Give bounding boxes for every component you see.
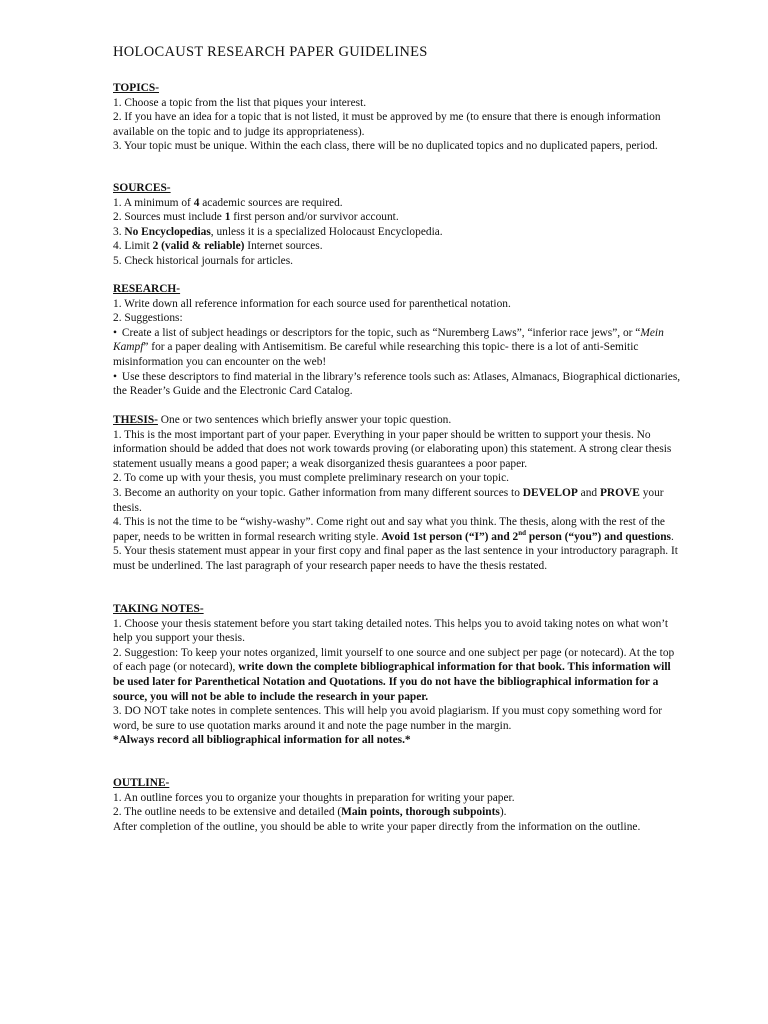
research-bullet-1	[113, 326, 683, 370]
outline-item-2-bold: Main points, thorough subpoints	[341, 806, 500, 819]
outline-item-2	[113, 805, 683, 820]
research-item-1: 1. Write down all reference information for each source used for parenthetical notation.	[113, 297, 511, 310]
thesis-item-3-prove: PROVE	[599, 486, 640, 499]
bullet-icon: •	[113, 326, 117, 339]
thesis-item-4-bold: Avoid 1st person (“I”) and 2	[381, 530, 519, 543]
notes-item-3: 3. DO NOT take notes in complete sentences. This will help you avoid plagiarism. If you must copy something word for word, be sure to use quotation marks around it and note the page number in the margin.	[113, 705, 663, 732]
notes-item-1: 1. Choose your thesis statement before you start taking detailed notes. This helps you to avoid taking notes on what won’t help you support your thesis.	[113, 617, 669, 645]
outline-item-1: 1. An outline forces you to organize your thoughts in preparation for writing your paper.	[113, 791, 515, 804]
sources-item-2-rest: first person and/or survivor account.	[230, 211, 399, 224]
outline-closing: After completion of the outline, you should be able to write your paper directly from the information on the outline.	[113, 820, 641, 833]
sources-item-2-text: 2. Sources must include	[113, 211, 225, 224]
thesis-item-4-bold-2: person (“you”) and questions	[526, 530, 671, 543]
notes-item-2-bold: write down the complete bibliographical information for that book. This information will be used later for Parenthetical Notation and Quotations. If you do not have the bibliographical information for a source, you will not be able to include the research in your paper.	[113, 661, 671, 703]
sources-item-4-text: 4. Limit	[113, 240, 153, 253]
thesis-item-3-and: and	[577, 486, 600, 499]
sources-section	[113, 181, 683, 269]
sources-item-2-bold: 1	[224, 211, 231, 224]
document-title: HOLOCAUST RESEARCH PAPER GUIDELINES	[113, 44, 428, 60]
research-bullet-2-text: Use these descriptors to find material in the library’s reference tools such as: Atlases, Almanacs, Biographical dictionaries, the Reader’s Guide and the Electronic Card Catalog.	[113, 370, 681, 398]
outline-item-2-text: 2. The outline needs to be extensive and detailed (	[113, 806, 342, 819]
thesis-item-3-rest: your thesis.	[113, 486, 664, 514]
thesis-lead: One or two sentences which briefly answer your topic question.	[157, 414, 452, 426]
sources-item-4	[113, 239, 683, 254]
thesis-item-2: 2. To come up with your thesis, you must complete preliminary research on your topic.	[113, 472, 509, 485]
outline-heading: OUTLINE-	[113, 777, 170, 789]
sources-item-3-text: 3.	[113, 225, 125, 238]
notes-item-2-text: 2. Suggestion: To keep your notes organized, limit yourself to one source and one subject per page (or notecard). At the top of each page (or notecard),	[113, 646, 675, 674]
thesis-lead-line	[113, 413, 683, 428]
sources-item-1	[113, 196, 683, 211]
bullet-icon: •	[113, 370, 117, 383]
sources-item-3	[113, 225, 683, 240]
research-heading: RESEARCH-	[113, 283, 181, 295]
thesis-item-3-develop: DEVELOP	[522, 486, 578, 499]
thesis-section	[113, 413, 683, 574]
topics-section	[113, 81, 683, 154]
thesis-item-1: 1. This is the most important part of your paper. Everything in your paper should be written to support your thesis. No information should be added that does not work towards proving (or elaborating upon) this statement. A strong clear thesis statement usually means a good paper; a weak disorganized thesis guarantees a poor paper.	[113, 428, 672, 470]
notes-section	[113, 602, 683, 748]
thesis-item-3	[113, 486, 683, 515]
research-bullet-1-rest: ” for a paper dealing with Antisemitism. Be careful while researching this topic- there is a lot of anti-Semitic misinformation you can encounter on the web!	[113, 341, 639, 368]
research-section	[113, 282, 683, 399]
sources-item-2	[113, 210, 683, 225]
thesis-item-4-sup: nd	[518, 528, 527, 537]
thesis-item-4-period: .	[670, 530, 674, 543]
sources-heading: SOURCES-	[113, 182, 171, 194]
outline-section	[113, 776, 683, 834]
sources-item-3-bold: No Encyclopedias	[124, 225, 211, 238]
notes-item-2	[113, 646, 683, 704]
sources-item-5: 5. Check historical journals for articles.	[113, 254, 293, 267]
research-bullet-2	[113, 370, 683, 399]
thesis-heading: THESIS-	[113, 414, 158, 426]
research-item-2: 2. Suggestions:	[113, 312, 183, 325]
sources-item-3-rest: , unless it is a specialized Holocaust Encyclopedia.	[210, 225, 443, 238]
outline-item-2-rest: ).	[499, 806, 507, 819]
thesis-item-5: 5. Your thesis statement must appear in your first copy and final paper as the last sentence in your introductory paragraph. It must be underlined. The last paragraph of your research paper needs to have the thesis restated.	[113, 545, 678, 572]
sources-item-1-rest: academic sources are required.	[199, 196, 343, 209]
topics-item-1: 1. Choose a topic from the list that piques your interest.	[113, 96, 367, 109]
topics-item-2: 2. If you have an idea for a topic that is not listed, it must be approved by me (to ensure that there is enough information available on the topic and to judge its appropriateness).	[113, 111, 661, 138]
sources-item-4-rest: Internet sources.	[244, 240, 323, 253]
research-bullet-1-text: Create a list of subject headings or descriptors for the topic, such as “Nuremberg Laws”, “inferior race jews”, or “	[119, 326, 641, 339]
thesis-item-3-text: 3. Become an authority on your topic. Gather information from many different sources to	[113, 486, 523, 499]
notes-heading: TAKING NOTES-	[113, 603, 204, 615]
topics-heading: TOPICS-	[113, 82, 159, 94]
sources-item-4-bold: 2 (valid & reliable)	[152, 240, 245, 253]
thesis-item-4-text: 4. This is not the time to be “wishy-washy”. Come right out and say what you think. The thesis, along with the rest of the paper, needs to be written in formal research writing style.	[113, 516, 665, 543]
notes-reminder: *Always record all bibliographical information for all notes.*	[113, 734, 411, 747]
topics-item-3: 3. Your topic must be unique. Within the each class, there will be no duplicated topics and no duplicated papers, period.	[113, 140, 658, 153]
sources-item-1-text: 1. A minimum of	[113, 196, 194, 209]
research-bullet-1-italic: Mein Kampf	[113, 326, 664, 354]
sources-item-1-bold: 4	[193, 196, 200, 209]
thesis-item-4	[113, 515, 683, 544]
